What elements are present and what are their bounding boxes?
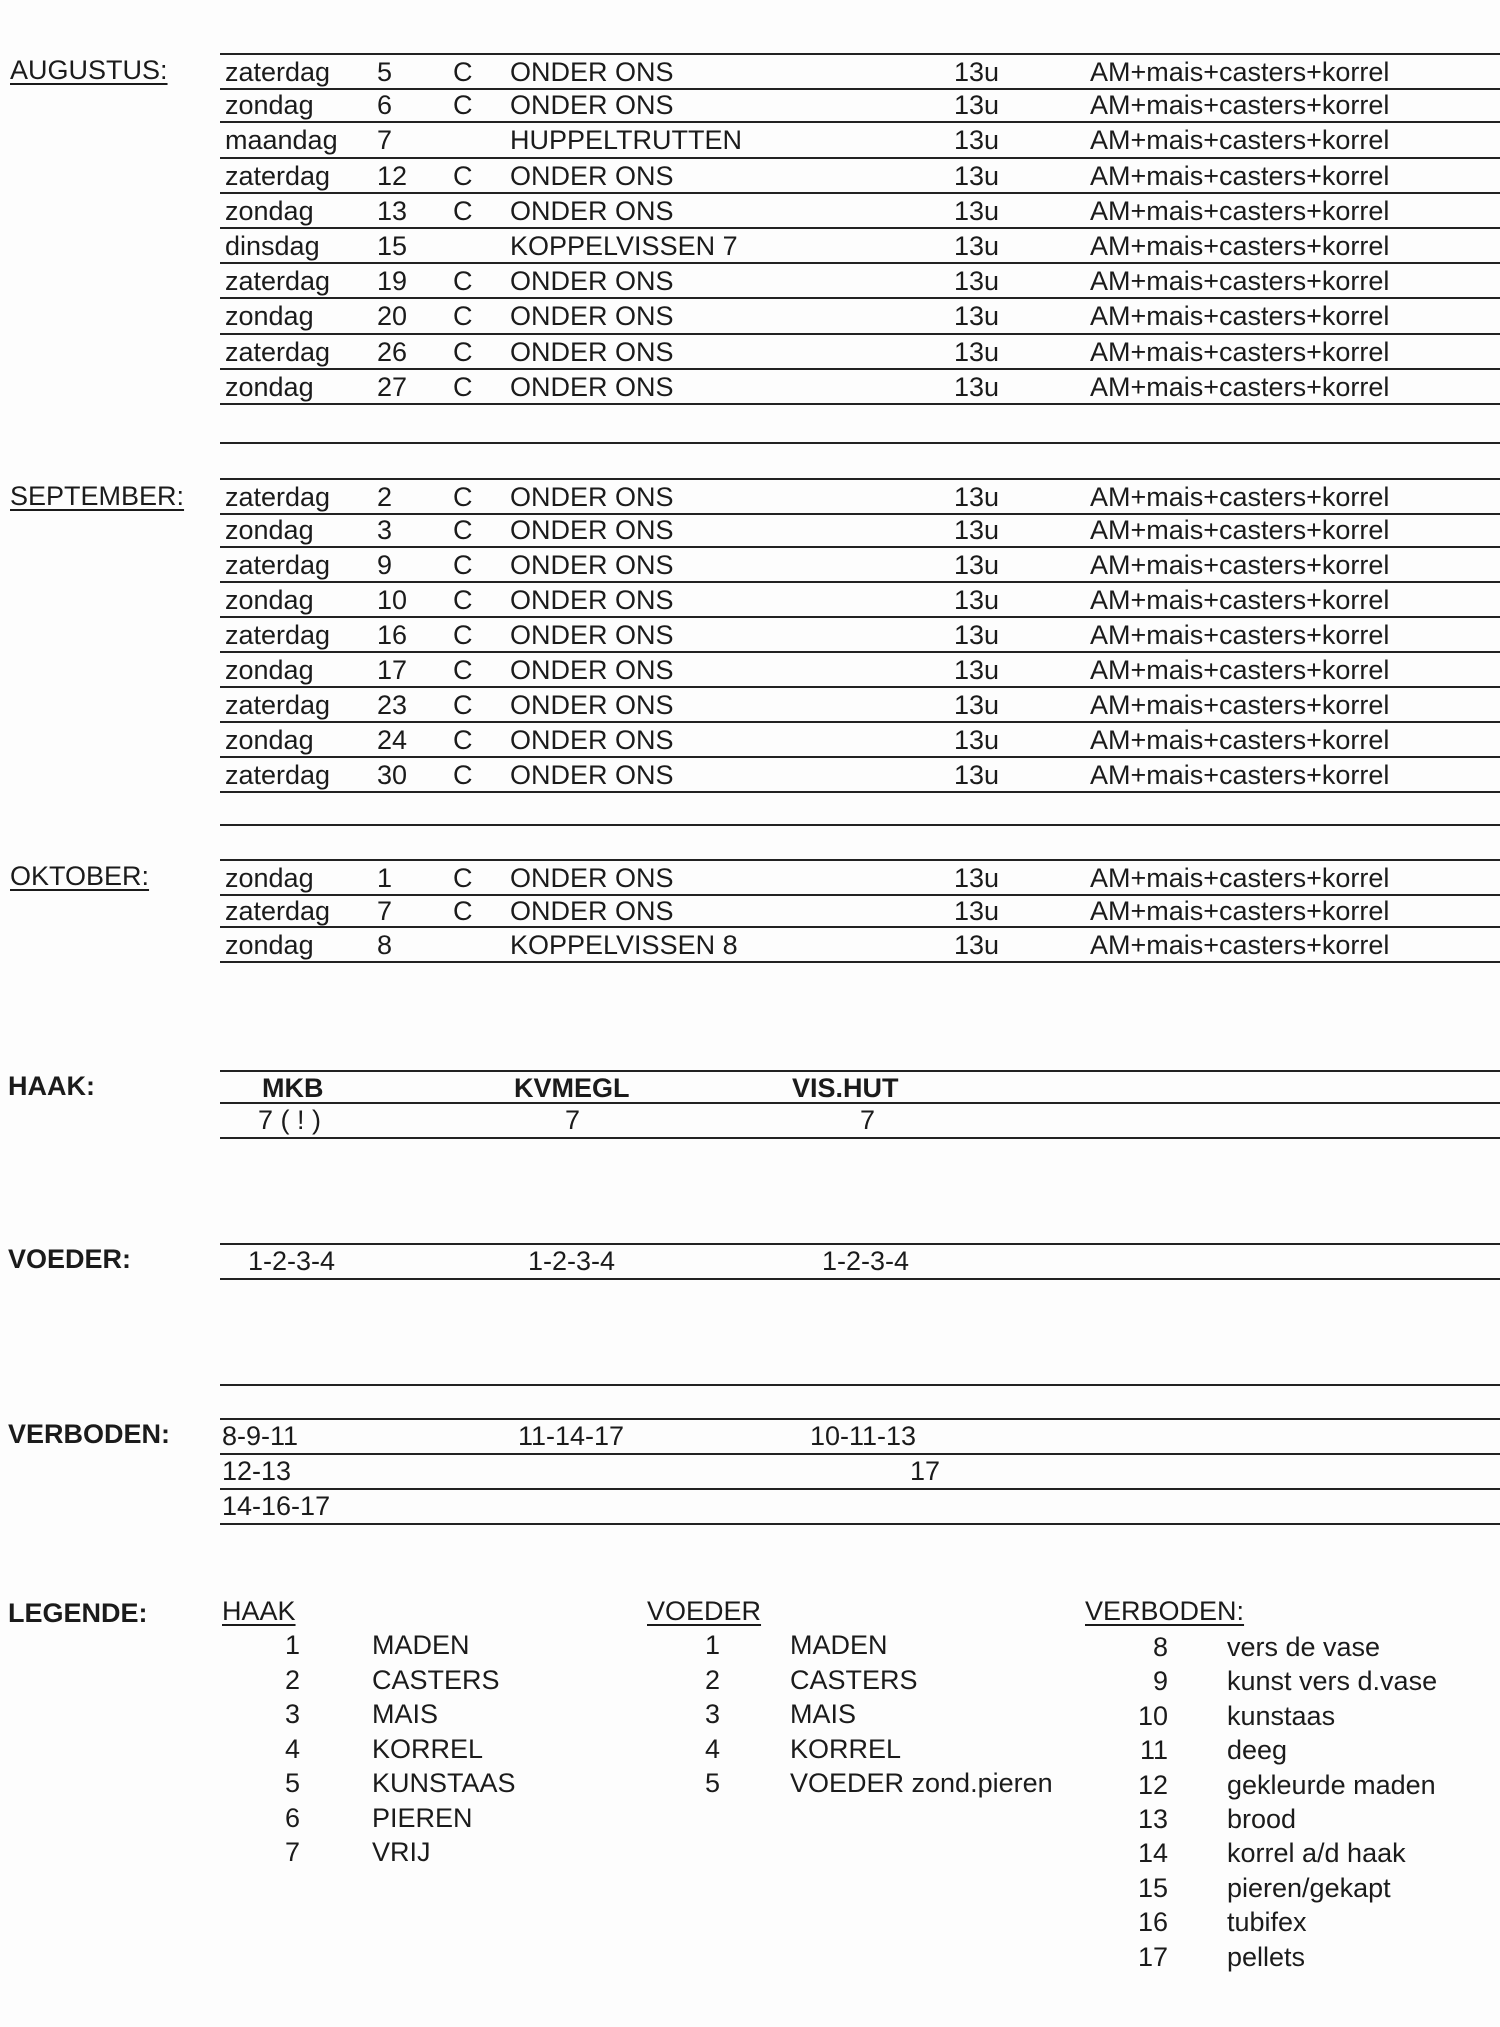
date-cell: 3 [377, 515, 393, 545]
voeder-value-mkb: 1-2-3-4 [248, 1246, 336, 1276]
schedule-row [220, 618, 1500, 653]
event-cell: ONDER ONS [510, 515, 674, 545]
time-cell: 13u [954, 725, 1000, 755]
legend-verboden-number: 10 [1137, 1700, 1168, 1731]
legend-verboden-number: 17 [1137, 1941, 1168, 1972]
verboden-kvmegl-1: 11-14-17 [518, 1421, 625, 1451]
day-cell: dinsdag [225, 231, 320, 261]
day-cell: zondag [225, 195, 314, 226]
bait-cell: AM+mais+casters+korrel [1090, 760, 1390, 790]
day-cell: zondag [225, 301, 314, 332]
event-cell: ONDER ONS [510, 160, 674, 191]
verboden-mkb-1: 8-9-11 [222, 1421, 299, 1451]
bait-cell: AM+mais+casters+korrel [1090, 930, 1390, 960]
time-cell: 13u [954, 266, 1000, 297]
date-cell: 17 [377, 655, 408, 685]
time-cell: 13u [954, 515, 1000, 545]
verboden-mkb-2: 12-13 [222, 1456, 292, 1486]
verboden-rule-3 [220, 1488, 1500, 1490]
category-cell: C [453, 482, 473, 512]
date-cell: 12 [377, 160, 408, 191]
legend-verboden-label: tubifex [1227, 1907, 1307, 1938]
section-label-augustus: AUGUSTUS: [10, 55, 168, 85]
divider [220, 442, 1500, 444]
event-cell: ONDER ONS [510, 266, 674, 297]
time-cell: 13u [954, 125, 1000, 156]
date-cell: 13 [377, 195, 408, 226]
schedule-row [220, 335, 1500, 370]
event-cell: KOPPELVISSEN 7 [510, 231, 738, 261]
bait-cell: AM+mais+casters+korrel [1090, 195, 1390, 226]
event-cell: ONDER ONS [510, 895, 674, 926]
legend-verboden-number: 14 [1137, 1838, 1168, 1869]
legend-verboden-label: kunst vers d.vase [1227, 1666, 1438, 1697]
schedule-row [220, 758, 1500, 793]
voeder-value-vishut: 1-2-3-4 [822, 1246, 910, 1276]
day-cell: zaterdag [225, 160, 331, 191]
haak-value-mkb: 7 ( ! ) [258, 1105, 322, 1135]
date-cell: 9 [377, 550, 393, 580]
date-cell: 2 [377, 482, 393, 512]
voeder-bottom-rule [220, 1278, 1500, 1280]
event-cell: ONDER ONS [510, 301, 674, 332]
section-label-september: SEPTEMBER: [10, 481, 185, 511]
time-cell: 13u [954, 760, 1000, 790]
event-cell: ONDER ONS [510, 655, 674, 685]
bait-cell: AM+mais+casters+korrel [1090, 690, 1390, 720]
haak-value-kvmegl: 7 [565, 1105, 581, 1135]
schedule-row [220, 478, 1500, 515]
date-cell: 7 [377, 125, 393, 156]
event-cell: ONDER ONS [510, 195, 674, 226]
legend-voeder-label: MAIS [790, 1699, 857, 1729]
date-cell: 26 [377, 336, 408, 367]
time-cell: 13u [954, 90, 1000, 121]
bait-cell: AM+mais+casters+korrel [1090, 655, 1390, 685]
category-cell: C [453, 371, 473, 402]
day-cell: zondag [225, 655, 314, 685]
day-cell: zondag [225, 585, 314, 615]
day-cell: zaterdag [225, 620, 331, 650]
date-cell: 5 [377, 57, 393, 87]
time-cell: 13u [954, 336, 1000, 367]
date-cell: 8 [377, 930, 393, 960]
category-cell: C [453, 195, 473, 226]
day-cell: zaterdag [225, 336, 331, 367]
legend-verboden-number: 11 [1139, 1735, 1168, 1766]
legend-verboden-label: brood [1227, 1804, 1297, 1834]
bait-cell: AM+mais+casters+korrel [1090, 160, 1390, 191]
time-cell: 13u [954, 655, 1000, 685]
date-cell: 20 [377, 301, 408, 332]
legend-voeder-title: VOEDER [647, 1596, 762, 1626]
legende-label: LEGENDE: [8, 1598, 148, 1628]
day-cell: zaterdag [225, 690, 331, 720]
event-cell: KOPPELVISSEN 8 [510, 930, 738, 960]
category-cell: C [453, 620, 473, 650]
day-cell: zondag [225, 371, 314, 402]
day-cell: maandag [225, 125, 338, 156]
bait-cell: AM+mais+casters+korrel [1090, 90, 1390, 121]
schedule-row [220, 194, 1500, 229]
voeder-label: VOEDER: [8, 1244, 132, 1274]
event-cell: ONDER ONS [510, 482, 674, 512]
schedule-row [220, 123, 1500, 158]
haak-bottom-rule [220, 1137, 1500, 1139]
date-cell: 6 [377, 90, 393, 121]
voeder-value-kvmegl: 1-2-3-4 [528, 1246, 616, 1276]
event-cell: ONDER ONS [510, 620, 674, 650]
time-cell: 13u [954, 482, 1000, 512]
legend-haak-label: VRIJ [372, 1837, 431, 1867]
date-cell: 1 [377, 863, 393, 893]
schedule-row [220, 370, 1500, 405]
legend-haak-title: HAAK [222, 1596, 296, 1626]
legend-voeder-number: 2 [704, 1664, 720, 1695]
schedule-row [220, 859, 1500, 896]
category-cell: C [453, 760, 473, 790]
verboden-bottom-rule [220, 1523, 1500, 1525]
schedule-row [220, 928, 1500, 963]
schedule-row [220, 894, 1500, 929]
schedule-row [220, 548, 1500, 583]
schedule-row [220, 583, 1500, 618]
bait-cell: AM+mais+casters+korrel [1090, 620, 1390, 650]
legend-haak-number: 4 [284, 1733, 300, 1764]
category-cell: C [453, 160, 473, 191]
divider [220, 824, 1500, 826]
event-cell: ONDER ONS [510, 863, 674, 893]
date-cell: 23 [377, 690, 408, 720]
time-cell: 13u [954, 863, 1000, 893]
day-cell: zondag [225, 515, 314, 545]
legend-verboden-number: 13 [1137, 1804, 1168, 1834]
legend-verboden-label: gekleurde maden [1227, 1769, 1436, 1800]
haak-label: HAAK: [8, 1071, 95, 1101]
event-cell: ONDER ONS [510, 57, 674, 87]
day-cell: zaterdag [225, 550, 331, 580]
bait-cell: AM+mais+casters+korrel [1090, 482, 1390, 512]
legend-verboden-label: pieren/gekapt [1227, 1872, 1391, 1903]
event-cell: ONDER ONS [510, 585, 674, 615]
legend-verboden-label: korrel a/d haak [1227, 1838, 1406, 1869]
time-cell: 13u [954, 690, 1000, 720]
legend-voeder-label: VOEDER zond.pieren [790, 1768, 1053, 1798]
schedule-row [220, 513, 1500, 548]
bait-cell: AM+mais+casters+korrel [1090, 125, 1390, 156]
day-cell: zondag [225, 863, 314, 893]
category-cell: C [453, 725, 473, 755]
event-cell: ONDER ONS [510, 336, 674, 367]
category-cell: C [453, 655, 473, 685]
schedule-row [220, 688, 1500, 723]
legend-verboden-label: pellets [1227, 1941, 1306, 1972]
time-cell: 13u [954, 371, 1000, 402]
event-cell: ONDER ONS [510, 725, 674, 755]
category-cell: C [453, 301, 473, 332]
category-cell: C [453, 585, 473, 615]
day-cell: zaterdag [225, 266, 331, 297]
event-cell: ONDER ONS [510, 90, 674, 121]
day-cell: zaterdag [225, 760, 331, 790]
date-cell: 10 [377, 585, 408, 615]
date-cell: 7 [377, 895, 393, 926]
legend-voeder-number: 1 [704, 1630, 720, 1660]
schedule-row [220, 88, 1500, 123]
haak-header-kvmegl: KVMEGL [514, 1073, 630, 1103]
legend-verboden-label: vers de vase [1227, 1632, 1381, 1662]
legend-verboden-number: 8 [1152, 1632, 1168, 1662]
bait-cell: AM+mais+casters+korrel [1090, 301, 1390, 332]
category-cell: C [453, 266, 473, 297]
day-cell: zondag [225, 90, 314, 121]
legend-voeder-label: CASTERS [790, 1664, 918, 1695]
category-cell: C [453, 90, 473, 121]
schedule-row [220, 653, 1500, 688]
bait-cell: AM+mais+casters+korrel [1090, 231, 1390, 261]
category-cell: C [453, 515, 473, 545]
time-cell: 13u [954, 585, 1000, 615]
legend-haak-label: MADEN [372, 1630, 470, 1660]
schedule-row [220, 299, 1500, 334]
bait-cell: AM+mais+casters+korrel [1090, 266, 1390, 297]
legend-haak-label: KUNSTAAS [372, 1768, 516, 1798]
haak-header-vishut: VIS.HUT [792, 1073, 899, 1103]
bait-cell: AM+mais+casters+korrel [1090, 895, 1390, 926]
day-cell: zondag [225, 930, 314, 960]
schedule-row [220, 723, 1500, 758]
legend-haak-number: 1 [284, 1630, 300, 1660]
bait-cell: AM+mais+casters+korrel [1090, 863, 1390, 893]
date-cell: 27 [377, 371, 408, 402]
legend-haak-number: 5 [284, 1768, 300, 1798]
legend-haak-number: 6 [284, 1802, 300, 1833]
legend-voeder-number: 5 [704, 1768, 720, 1798]
date-cell: 15 [377, 231, 408, 261]
event-cell: ONDER ONS [510, 760, 674, 790]
bait-cell: AM+mais+casters+korrel [1090, 515, 1390, 545]
legend-voeder-label: MADEN [790, 1630, 888, 1660]
section-label-oktober: OKTOBER: [10, 861, 150, 891]
event-cell: HUPPELTRUTTEN [510, 125, 743, 156]
date-cell: 30 [377, 760, 408, 790]
legend-verboden-number: 9 [1152, 1666, 1168, 1697]
legend-haak-number: 3 [284, 1699, 300, 1729]
bait-cell: AM+mais+casters+korrel [1090, 725, 1390, 755]
legend-haak-number: 7 [284, 1837, 300, 1867]
day-cell: zaterdag [225, 482, 331, 512]
schedule-row [220, 53, 1500, 90]
bait-cell: AM+mais+casters+korrel [1090, 550, 1390, 580]
time-cell: 13u [954, 550, 1000, 580]
date-cell: 24 [377, 725, 408, 755]
time-cell: 13u [954, 301, 1000, 332]
date-cell: 19 [377, 266, 408, 297]
category-cell: C [453, 336, 473, 367]
legend-verboden-number: 12 [1137, 1769, 1168, 1800]
haak-header-mkb: MKB [262, 1073, 324, 1103]
legend-haak-label: MAIS [372, 1699, 439, 1729]
legend-voeder-label: KORREL [790, 1733, 902, 1764]
category-cell: C [453, 57, 473, 87]
bait-cell: AM+mais+casters+korrel [1090, 336, 1390, 367]
verboden-label: VERBODEN: [8, 1419, 171, 1449]
time-cell: 13u [954, 620, 1000, 650]
schedule-row [220, 159, 1500, 194]
legend-verboden-label: kunstaas [1227, 1700, 1336, 1731]
event-cell: ONDER ONS [510, 550, 674, 580]
event-cell: ONDER ONS [510, 690, 674, 720]
bait-cell: AM+mais+casters+korrel [1090, 371, 1390, 402]
verboden-vishut-2: 17 [910, 1456, 941, 1486]
time-cell: 13u [954, 231, 1000, 261]
verboden-vishut-1: 10-11-13 [810, 1421, 917, 1451]
legend-haak-label: PIEREN [372, 1802, 473, 1833]
legend-haak-label: CASTERS [372, 1664, 500, 1695]
time-cell: 13u [954, 160, 1000, 191]
time-cell: 13u [954, 57, 1000, 87]
bait-cell: AM+mais+casters+korrel [1090, 585, 1390, 615]
bait-cell: AM+mais+casters+korrel [1090, 57, 1390, 87]
legend-verboden-title: VERBODEN: [1085, 1596, 1245, 1626]
legend-voeder-number: 3 [704, 1699, 720, 1729]
legend-voeder-number: 4 [704, 1733, 720, 1764]
verboden-rule-2 [220, 1453, 1500, 1455]
day-cell: zondag [225, 725, 314, 755]
legend-haak-label: KORREL [372, 1733, 484, 1764]
legend-verboden-number: 16 [1137, 1907, 1168, 1938]
day-cell: zaterdag [225, 895, 331, 926]
category-cell: C [453, 895, 473, 926]
category-cell: C [453, 863, 473, 893]
verboden-top-rule [220, 1384, 1500, 1386]
date-cell: 16 [377, 620, 408, 650]
time-cell: 13u [954, 930, 1000, 960]
haak-value-vishut: 7 [860, 1105, 876, 1135]
schedule-row [220, 229, 1500, 264]
legend-haak-number: 2 [284, 1664, 300, 1695]
legend-verboden-number: 15 [1137, 1872, 1168, 1903]
schedule-row [220, 264, 1500, 299]
time-cell: 13u [954, 195, 1000, 226]
category-cell: C [453, 690, 473, 720]
day-cell: zaterdag [225, 57, 331, 87]
time-cell: 13u [954, 895, 1000, 926]
category-cell: C [453, 550, 473, 580]
event-cell: ONDER ONS [510, 371, 674, 402]
verboden-mkb-3: 14-16-17 [222, 1491, 331, 1521]
legend-verboden-label: deeg [1227, 1735, 1288, 1766]
